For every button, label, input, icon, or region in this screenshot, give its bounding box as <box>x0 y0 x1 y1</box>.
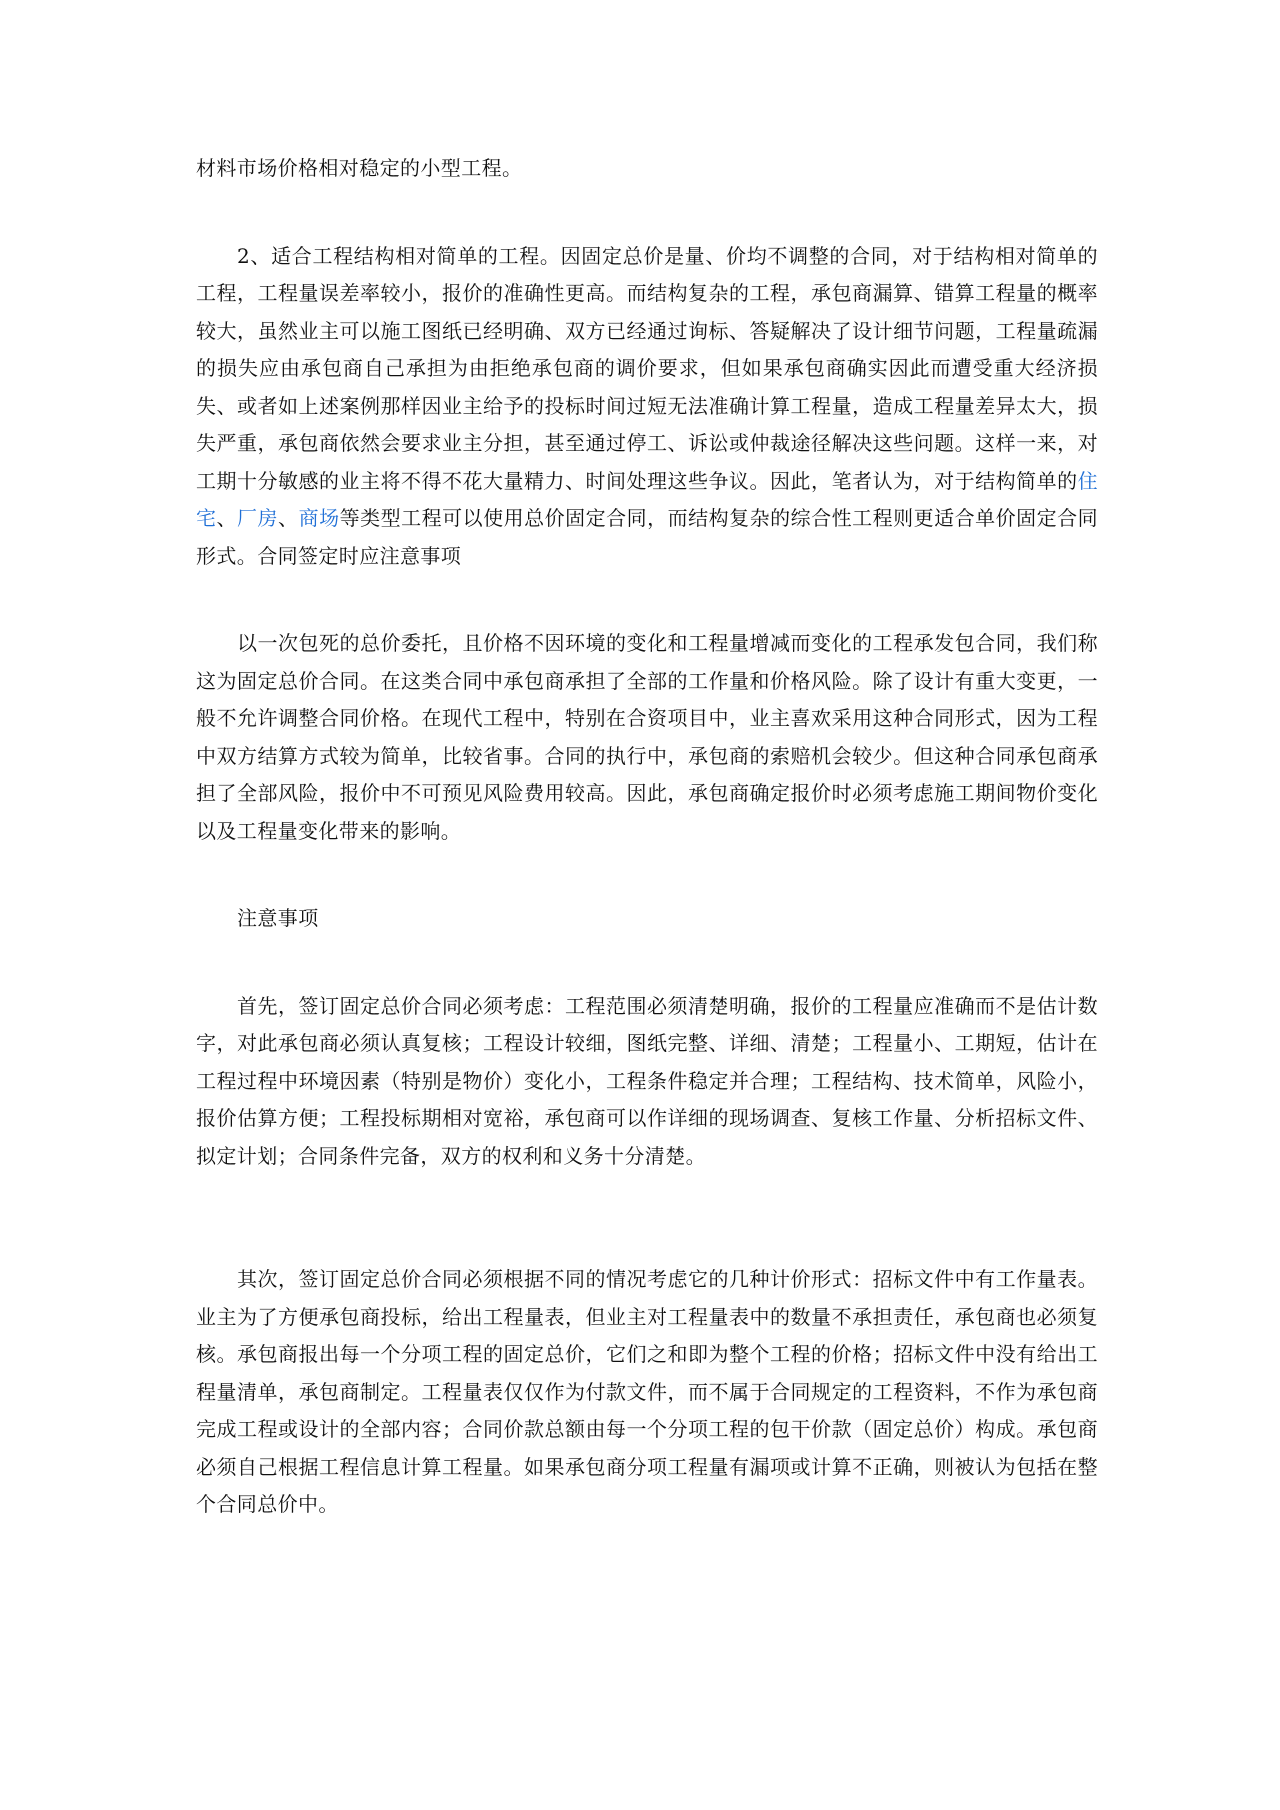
paragraph-0-text: 材料市场价格相对稳定的小型工程。 <box>196 156 523 180</box>
paragraph-5-text: 其次，签订固定总价合同必须根据不同的情况考虑它的几种计价形式：招标文件中有工作量表。业主为了方便承包商投标，给出工程量表，但业主对工程量表中的数量不承担责任，承包商也必须复核。承包商报出每一个分项工程的固定总价，它们之和即为整个工程的价格；招标文件中没有给出工程量清单，承包商制定。工程量表仅仅作为付款文件，而不属于合同规定的工程资料，不作为承包商完成工程或设计的全部内容；合同价款总额由每一个分项工程的包干价款（固定总价）构成。承包商必须自己根据工程信息计算工程量。如果承包商分项工程量有漏项或计算不正确，则被认为包括在整个合同总价中。 <box>196 1267 1098 1516</box>
link-changfang[interactable]: 厂房 <box>237 506 279 530</box>
separator-1: 、 <box>216 506 238 530</box>
paragraph-1-text-b: 等类型工程可以使用总价固定合同，而结构复杂的综合性工程则更适合单价固定合同形式。合同签定时应注意事项 <box>196 506 1099 568</box>
link-zhuzhai[interactable]: 住宅 <box>196 468 1098 530</box>
document-page <box>196 150 1098 1524</box>
link-shangchang[interactable]: 商场 <box>298 506 340 530</box>
paragraph-1-text-a: 2、适合工程结构相对简单的工程。因固定总价是量、价均不调整的合同，对于结构相对简单的工程，工程量误差率较小，报价的准确性更高。而结构复杂的工程，承包商漏算、错算工程量的概率较大，虽然业主可以施工图纸已经明确、双方已经通过询标、答疑解决了设计细节问题，工程量疏漏的损失应由承包商自己承担为由拒绝承包商的调价要求，但如果承包商确实因此而遭受重大经济损失、或者如上述案例那样因业主给予的投标时间过短无法准确计算工程量，造成工程量差异太大，损失严重，承包商依然会要求业主分担，甚至通过停工、诉讼或仲裁途径解决这些问题。这样一来，对工期十分敏感的业主将不得不花大量精力、时间处理这些争议。因此，笔者认为，对于结构简单的 <box>196 243 1098 493</box>
paragraph-0 <box>196 150 1098 188</box>
paragraph-2 <box>196 625 1098 850</box>
section-heading-notes <box>196 900 1098 938</box>
paragraph-5 <box>196 1261 1098 1524</box>
paragraph-2-text: 以一次包死的总价委托，且价格不因环境的变化和工程量增减而变化的工程承发包合同，我们称这为固定总价合同。在这类合同中承包商承担了全部的工作量和价格风险。除了设计有重大变更，一般不允许调整合同价格。在现代工程中，特别在合资项目中，业主喜欢采用这种合同形式，因为工程中双方结算方式较为简单，比较省事。合同的执行中，承包商的索赔机会较少。但这种合同承包商承担了全部风险，报价中不可预见风险费用较高。因此，承包商确定报价时必须考虑施工期间物价变化以及工程量变化带来的影响。 <box>196 631 1098 843</box>
paragraph-4 <box>196 988 1098 1176</box>
paragraph-4-text: 首先，签订固定总价合同必须考虑：工程范围必须清楚明确，报价的工程量应准确而不是估计数字，对此承包商必须认真复核；工程设计较细，图纸完整、详细、清楚；工程量小、工期短，估计在工程过程中环境因素（特别是物价）变化小，工程条件稳定并合理；工程结构、技术简单，风险小，报价估算方便；工程投标期相对宽裕，承包商可以作详细的现场调查、复核工作量、分析招标文件、拟定计划；合同条件完备，双方的权利和义务十分清楚。 <box>196 993 1098 1168</box>
section-heading-text: 注意事项 <box>237 906 319 930</box>
separator-2: 、 <box>278 506 299 530</box>
paragraph-1 <box>196 238 1098 576</box>
